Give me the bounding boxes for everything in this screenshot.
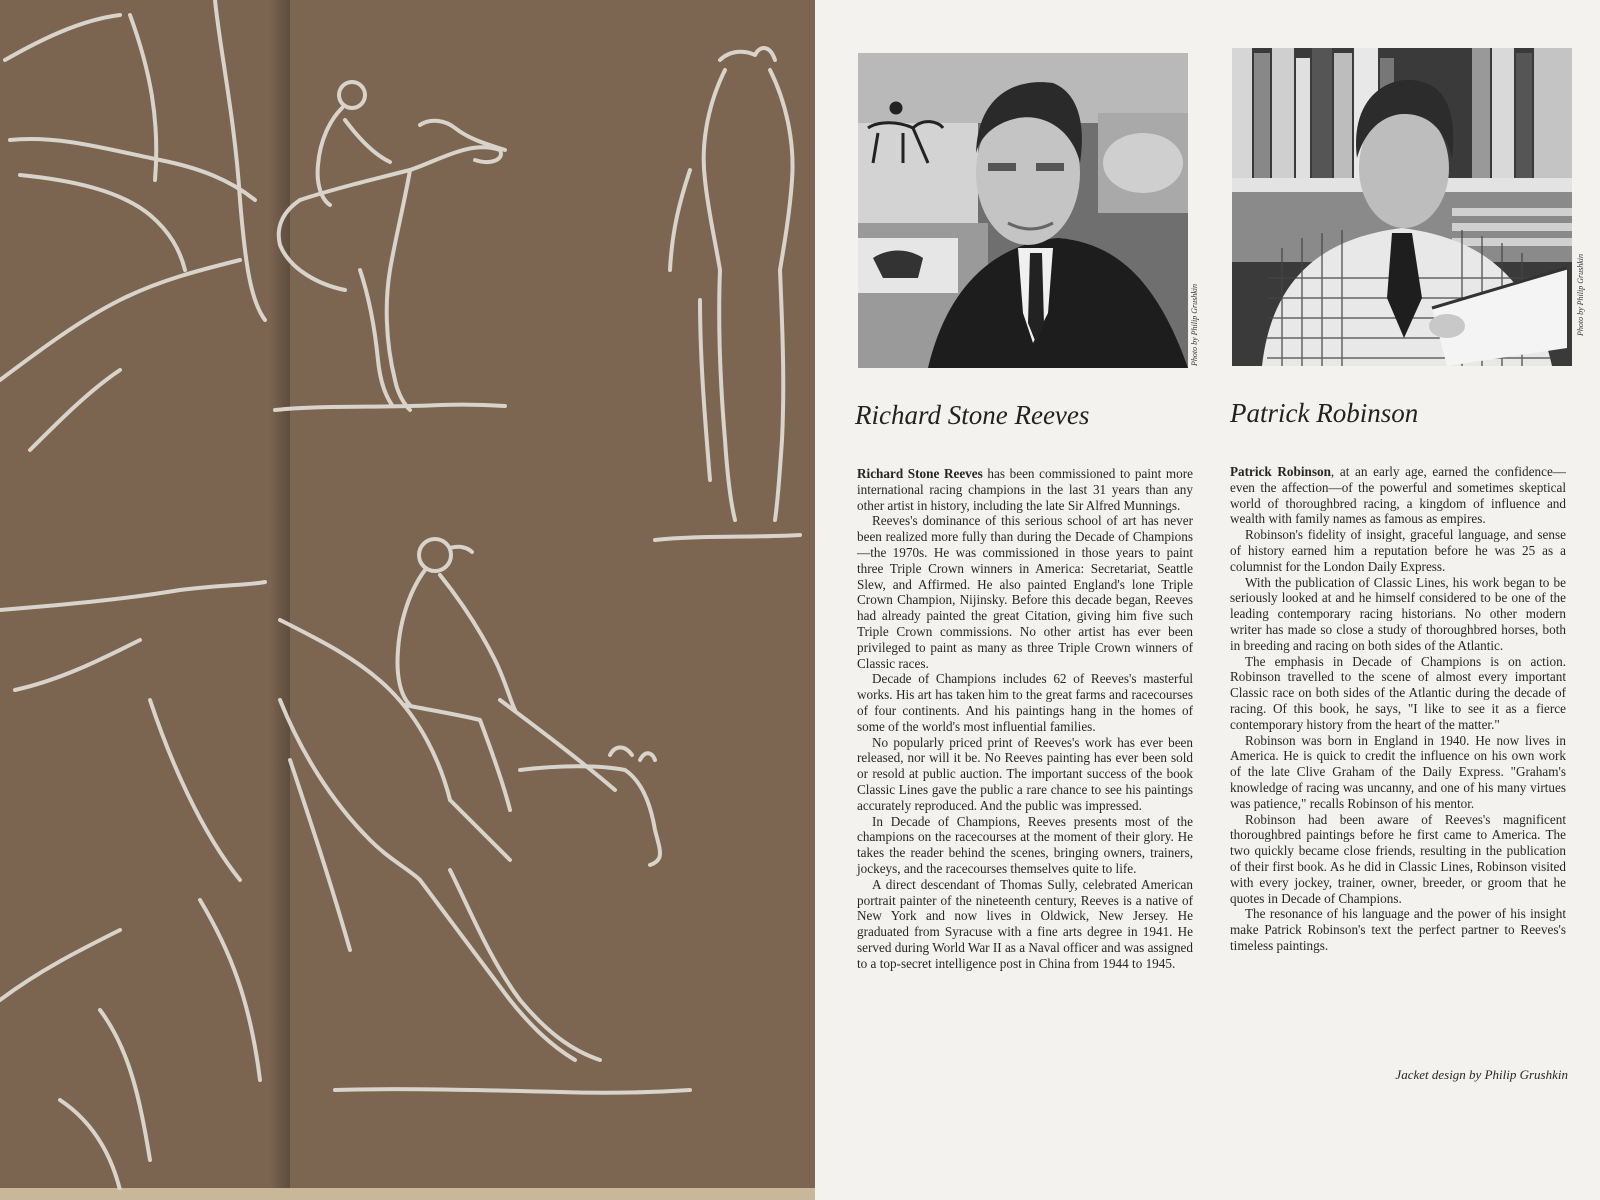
robinson-photo [1232,48,1572,366]
robinson-bio [1230,464,1566,954]
reeves-photo-credit: Photo by Philip Grushkin [1190,284,1199,366]
reeves-bio [857,466,1193,972]
bio-paragraph: Reeves's dominance of this serious school of art has never been realized more fully than during the Decade of Champions—the 1970s. He was commissioned in those years to paint three Triple Crown winners in America: Secretariat, Seattle Slew, and Affirmed. He also painted England's lone Triple Crown Champion, Nijinsky. Before this decade began, Reeves had already painted the great Citation, giving him five such Triple Crown commissions. No other artist has ever been privileged to paint as many as three Triple Crown winners of Classic races. [857,513,1193,671]
jacket-design-credit: Jacket design by Philip Grushkin [1395,1067,1568,1082]
reeves-photo [858,53,1188,368]
left-flap-sketch [0,0,265,1190]
bio-paragraph: Robinson had been aware of Reeves's magnificent thoroughbred paintings before he first came to America. The two quickly became close friends, resulting in the publication of their first book. As he did in Classic Lines, Robinson visited with every jockey, trainer, owner, breeder, or groom that he quotes in Decade of Champions. [1230,811,1566,906]
sketch-horse-upper-right [655,48,800,540]
robinson-name-heading: Patrick Robinson [1230,398,1419,428]
sketch-jockey-upper [275,82,505,410]
bio-paragraph: No popularly priced print of Reeves's work has ever been released, nor will it be. No Reeves painting has ever been sold or resold at public auction. The important success of the book Classic Lines gave the public a rare chance to see his paintings accurately reproduced. And the public was impressed. [857,734,1193,813]
author-bio-page [815,0,1600,1200]
sketch-jockey-lower [280,539,690,1093]
bio-paragraph: In Decade of Champions, Reeves presents most of the champions on the racecourses at the moment of their glory. He takes the reader behind the scenes, bringing owners, trainers, jockeys, and the racecourses themselves quite to life. [857,813,1193,876]
bio-paragraph: Patrick Robinson, at an early age, earned the confidence—even the affection—of the powerful and sometimes skeptical world of thoroughbred racing, a kingdom of influence and wealth with family names as famous as empires. [1230,464,1566,527]
reeves-portrait-image [858,53,1188,368]
reeves-name-heading: Richard Stone Reeves [855,400,1090,430]
bio-paragraph: Richard Stone Reeves has been commissioned to paint more international racing champions in the last 31 years than any other artist in history, including the late Sir Alfred Munnings. [857,466,1193,513]
bio-paragraph: Robinson was born in England in 1940. He now lives in America. He is quick to credit the influence on his own work of the late Clive Graham of the Daily Express. "Graham's knowledge of racing was uncanny, and one of his many virtues was patience," recalls Robinson of his mentor. [1230,732,1566,811]
bio-paragraph: Robinson's fidelity of insight, graceful language, and sense of history earned him a reputation before he was 25 as a columnist for the London Daily Express. [1230,527,1566,574]
robinson-photo-credit: Photo by Philip Grushkin [1576,254,1585,336]
bio-paragraph: Decade of Champions includes 62 of Reeves's masterful works. His art has taken him to the great farms and racecourses of four continents. And his paintings hang in the homes of some of the world's most influential families. [857,671,1193,734]
bio-paragraph: A direct descendant of Thomas Sully, celebrated American portrait painter of the nineteenth century, Reeves is a native of New York and now lives in Oldwick, New Jersey. He graduated from Syracuse with a fine arts degree in 1941. He served during World War II as a Naval officer and was assigned to a top-secret intelligence post in China from 1944 to 1945. [857,876,1193,971]
bio-paragraph: The emphasis in Decade of Champions is on action. Robinson travelled to the scene of almost every important Classic race on both sides of the Atlantic during the decade of racing. Of this book, he says, "I like to see it as a fierce contemporary history from the heart of the matter." [1230,653,1566,732]
robinson-portrait-image [1232,48,1572,366]
bio-paragraph: With the publication of Classic Lines, his work began to be seriously looked at and he himself considered to be one of the leading contemporary racing historians. No other modern writer has made so close a study of thoroughbred horses, both in breeding and racing on both sides of the Atlantic. [1230,574,1566,653]
bio-paragraph: The resonance of his language and the power of his insight make Patrick Robinson's text the perfect partner to Reeves's timeless paintings. [1230,906,1566,953]
